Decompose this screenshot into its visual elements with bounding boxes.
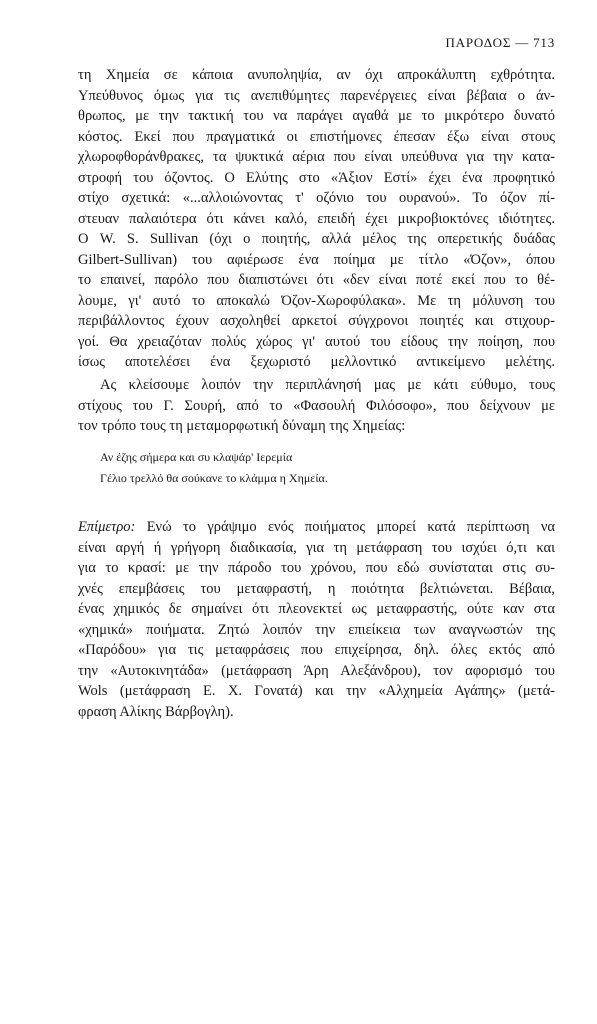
text-line: κόστος. Εκεί που πραγματικά οι επιστήμονες έπεσαν έξω είναι στους — [78, 128, 555, 145]
text-line: για το κρασί: με την πάροδο του χρόνου, που εδώ συνίσταται στις συ- — [78, 560, 555, 576]
text-line: «Παρόδου» για τις μεταφράσεις που επιχείρησα, δηλ. όλες εκτός από — [78, 642, 555, 658]
text-line: «χημικά» ποιήματα. Ζητώ λοιπόν την επιείκεια των αναγνωστών της — [78, 621, 555, 638]
text-line: την «Αυτοκινητάδα» (μετάφραση Άρη Αλεξάνδρου), τον αφορισμό του — [78, 662, 555, 679]
text-line: είναι αργή ή γρήγορη διαδικασία, για τη μετάφραση του ισχύει ό,τι και — [78, 539, 555, 556]
text-line: ένας χημικός δε σημαίνει ότι πλεονεκτεί ως μεταφραστής, ούτε καν στα — [78, 601, 555, 617]
running-head: ΠΑΡΟΔΟΣ — 713 — [445, 35, 555, 50]
text-line: χνές επεμβάσεις του μεταφραστή, η ποιότητα βελτιώνεται. Βέβαια, — [78, 580, 555, 597]
text-line: στευαν παλαιότερα ότι κάνει καλό, επειδή έχει μικροβιοκτόνες ιδιότητες. — [78, 210, 555, 227]
epimetro-label: Επίμετρο: — [78, 519, 136, 535]
paragraph-ozone — [78, 65, 555, 373]
text-line: ίσως αποτελέσει ένα ξεχωριστό μελλοντικό αντικείμενο μελέτης. — [78, 354, 555, 370]
text-line-content: Ενώ το γράψιμο ενός ποιήματος μπορεί κατά περίπτωση να — [146, 519, 556, 535]
text-line: Ο W. S. Sullivan (όχι ο ποιητής, αλλά μέλος της οπερετικής δυάδας — [78, 231, 555, 247]
text-line: στροφή του όζοντος. Ο Ελύτης στο «Άξιον Εστί» έχει ένα προφητικό — [78, 169, 555, 186]
verse-line: Γέλιο τρελλό θα σούκανε το κλάμμα η Χημεία. — [100, 470, 328, 485]
text-line: περιβάλλοντος έχουν ασχοληθεί αρκετοί σύγχρονοι ποιητές και στιχουρ- — [78, 313, 555, 329]
text-line: τη Χημεία σε κάποια ανυποληψία, αν όχι απροκάλυπτη εχθρότητα. — [78, 67, 555, 83]
text-line: φραση Αλίκης Βάρβογλη). — [78, 703, 234, 720]
paragraph-souris — [78, 375, 555, 437]
verse-quote — [100, 447, 520, 488]
text-line: το επαινεί, παρόλο που διαπιστώνει ότι «δεν είναι ποτέ εκεί που το θέ- — [78, 272, 555, 288]
text-line: χλωροφθοράνθρακες, τα ψυκτικά αέρια που είναι υπεύθυνα για την κατα- — [78, 149, 555, 165]
text-line: στίχο σχετικά: «...αλλοιώνοντας τ' οζόνιο του ουρανού». Το όζον πί- — [78, 190, 555, 206]
verse-line: Αν έζης σήμερα και συ κλαψάρ' Ιερεμία — [100, 450, 293, 464]
text-line: Υπεύθυνος όμως για τις ανεπιθύμητες παρενέργειες είναι βέβαια ο άν- — [78, 87, 555, 104]
text-line: γοί. Θα χρειαζόταν πολύς χώρος γι' αυτού του είδους την ποίηση, που — [78, 333, 555, 350]
text-line: Wols (μετάφραση Ε. Χ. Γονατά) και την «Αλχημεία Αγάπης» (μετά- — [78, 683, 555, 699]
paragraph-epimetro — [78, 517, 555, 722]
text-line: στίχους του Γ. Σουρή, από το «Φασουλή Φιλόσοφο», που δείχνουν με — [78, 397, 555, 414]
text-line — [78, 517, 555, 538]
text-line: λουμε, γι' αυτό το αποκαλώ Όζον-Χωροφύλακα». Με τη μόλυνση του — [78, 292, 555, 309]
text-line: Gilbert-Sullivan) του αφιέρωσε ένα ποίημα με τίτλο «Όζον», όπου — [78, 251, 555, 268]
text-line: Ας κλείσουμε λοιπόν την περιπλάνησή μας με κάτι εύθυμο, τους — [100, 377, 555, 393]
text-line: θρωπος, με την τακτική του να παράγει αγαθά με το μικρότερο δυνατό — [78, 108, 555, 124]
text-line: τον τρόπο τους τη μεταμορφωτική δύναμη της Χημείας: — [78, 418, 406, 434]
